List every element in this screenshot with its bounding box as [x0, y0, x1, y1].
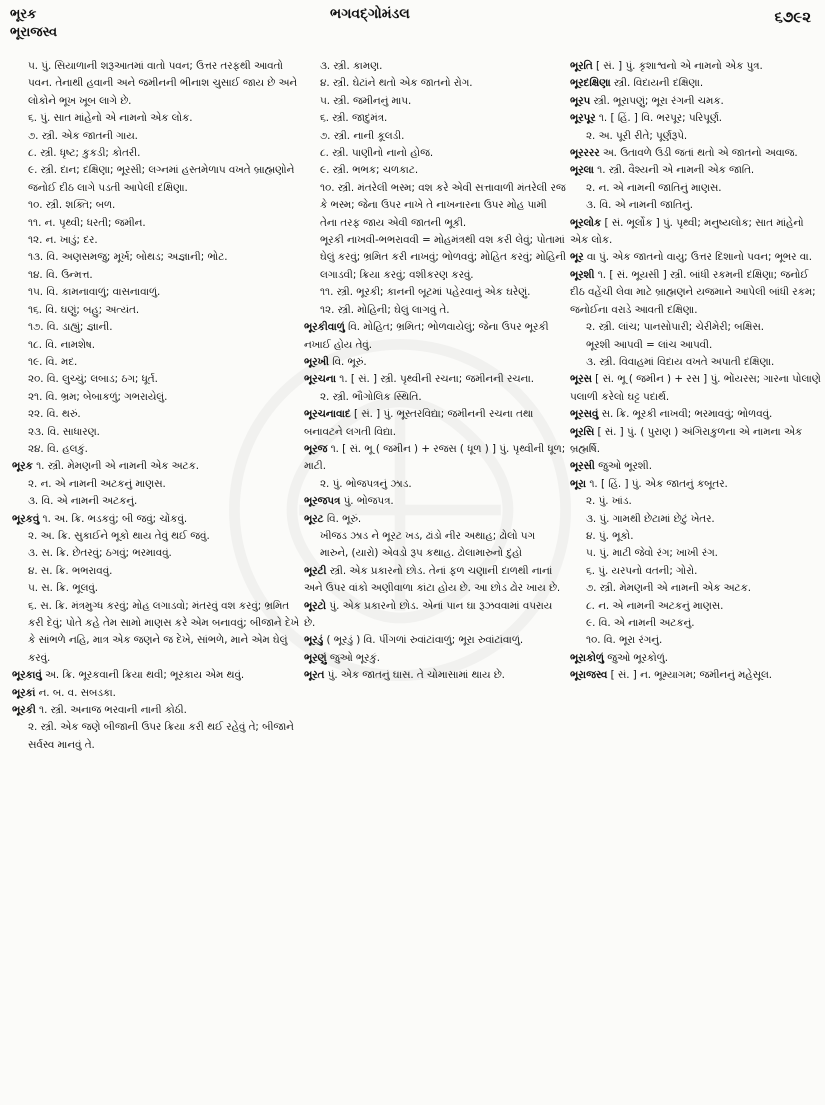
dictionary-sense: ૧૧. ન. પૃથ્વી; ધરતી; જમીન. — [28, 216, 146, 229]
columns-container — [8, 58, 820, 1103]
headword: ભૂરલા — [570, 164, 594, 177]
dictionary-sense: ૧૦. વિ. ભૂરા રંગનું. — [586, 634, 663, 647]
dictionary-sense: ૨. અ. ક્રિ. સુકાઈને ભૂકો થાય તેવું થઈ જવું. — [28, 529, 210, 542]
headword: ભૂરકાવું — [12, 669, 42, 682]
dictionary-sense: ૩. સ્ત્રી. વિવાહમાં વિદાય વખતે અપાતી દક્ષિણા. — [586, 355, 775, 368]
headword: ભૂરસ — [570, 373, 592, 386]
dictionary-headword-entry: ભૂરા ૧. [ હિં. ] પું. એક જાતનું કબૂતર. — [570, 477, 728, 490]
headword: ભૂરકી — [12, 704, 36, 717]
dictionary-sense: ૩. પું. ગામથી છેટામાં છેટું ખેતર. — [586, 512, 715, 525]
dictionary-headword-entry: ભૂર વા પું. એક જાતનો વાયુ; ઉત્તર દિશાનો પવન; ભૂભર વા. — [570, 251, 812, 264]
headword: ભૂરકવું — [12, 512, 40, 525]
dictionary-sense: ૩. વિ. એ નામની અટકનું. — [28, 495, 138, 508]
dictionary-headword-entry: ભૂરસ [ સં. ભૂ ( જમીન ) + રસ ] પું. ભોંયરસ; ગારના પોલાણે પલાળી કરેલો ઘટ્ટ પદાર્થ. — [570, 373, 821, 403]
dictionary-sense: ભૂરશી આપવી = લાંચ આપવી. — [586, 338, 713, 351]
dictionary-sense: ૯. સ્ત્રી. દાન; દક્ષિણા; ભૂરસી; લગ્નમાં હસ્તમેળાપ વખતે બ્રાહ્મણોને જનોઈ દીઠ લાગે પડતી આપેલી દક્ષિણા. — [28, 164, 295, 194]
headword: ભૂરપૂર — [570, 112, 596, 125]
dictionary-headword-entry: ભૂરશી ૧. [ સં. ભૂયસી ] સ્ત્રી. બાંધી રકમની દક્ષિણા; જનોઈ દીઠ વહેંચી લેવા માટે બ્રાહ્મણને યજમાને આપેલી બાંધી રકમ; જનોઈના વરાડે આવતી દક્ષિણા. — [570, 268, 816, 316]
dictionary-headword-entry: ભૂરટ વિ. ભૂરું. — [304, 512, 362, 525]
dictionary-sense: ભૂરકી નાખવી-ભભરાવવી = મોહમંત્રથી વશ કરી લેવું; પોતામાં ઘેલું કરવું; ભ્રમિત કરી નાખવું; ભોળવવું; મોહિત કરવું; મોહિની લગાડવી; ક્રિયા કરવું; વશીકરણ કરવું. — [320, 234, 566, 281]
dictionary-headword-entry: ભૂરચનાવાદ [ સં. ] પું. ભૂસ્તરવિદ્યા; જમીનની રચના તથા બનાવટને લગતી વિદ્યા. — [304, 408, 534, 438]
dictionary-headword-entry: ભૂરકાવું અ. ક્રિ. ભૂરકવાની ક્રિયા થવી; ભૂરકાય એમ થવું. — [12, 669, 245, 682]
headword: ભૂરસી — [570, 460, 595, 473]
dictionary-headword-entry: ભૂરસી જુઓ ભૂરશી. — [570, 460, 652, 473]
dictionary-sense: ૧૬. વિ. ઘણું; બહુ; અત્યંત. — [28, 303, 140, 316]
dictionary-headword-entry: ભૂરકાં ન. બ. વ. સબડકા. — [12, 686, 116, 699]
headword: ભૂરજ — [304, 442, 328, 455]
dictionary-headword-entry: ભૂરાજસ્વ [ સં. ] ન. ભૂમ્યાગમ; જમીનનું મહેસૂલ. — [570, 669, 773, 682]
dictionary-sense: ૮. ન. એ નામની અટકનું માણસ. — [586, 599, 724, 612]
dictionary-sense: ૧૨. ન. ખાડું; દર. — [28, 234, 98, 247]
dictionary-headword-entry: ભૂરસવું સ. ક્રિ. ભૂરકી નાખવી; ભરમાવવું; ભોળવવું. — [570, 408, 773, 421]
headword: ભૂરત — [304, 669, 325, 682]
headword: ભૂરચનાવાદ — [304, 408, 351, 421]
page-number: ૬૭૯૨ — [774, 8, 811, 26]
dictionary-sense: ૬. સ. ક્રિ. મંત્રમુગ્ધ કરવું; મોહ લગાડવો; મંતરવું વશ કરવું; ભ્રમિત કરી દેવું; પોતે કહે તેમ સામો માણસ કરે એમ બનાવવું; બીજાને દેખે કે સાંભળે નહિ, માત્ર એક જણને જ દેખે, સાંભળે, માને એમ ઘેલું કરવું. — [28, 599, 300, 664]
headword: ભૂરતિ — [570, 60, 593, 72]
dictionary-headword-entry: ભૂરક ૧. સ્ત્રી. મેમણની એ નામની એક અટક. — [12, 460, 200, 473]
dictionary-sense: ૯. વિ. એ નામની અટકનું. — [586, 617, 695, 629]
dictionary-sense: ૧૧. સ્ત્રી. ભૂરકી; કાનની બૂટમાં પહેરવાનું એક ઘરેણું. — [320, 286, 531, 299]
headword: ભૂરક — [12, 460, 33, 473]
guide-word-first: ભૂરક — [10, 7, 37, 22]
dictionary-sense: ૨. અ. પૂરી રીતે; પૂર્ણરૂપે. — [586, 129, 688, 142]
dictionary-sense: ૨. પું. ખાંડ. — [586, 495, 632, 508]
dictionary-sense: ૮. સ્ત્રી. પાણીનો નાનો હોજ. — [320, 147, 434, 160]
headword: ભૂરશી — [570, 268, 595, 281]
headword: ભૂરસવું — [570, 408, 599, 421]
dictionary-sense: ૭. સ્ત્રી. નાની કૂલડી. — [320, 129, 405, 142]
book-title: ભગવદ્ગોમંડલ — [330, 6, 410, 22]
dictionary-sense: ૩. વિ. એ નામની જાતિનું. — [586, 199, 694, 212]
dictionary-sense: ૫. પું. માટી જેવો રંગ; ખાખી રંગ. — [586, 547, 718, 560]
dictionary-headword-entry: ભૂરત પું. એક જાતનું ઘાસ. તે ચોમાસામાં થાય છે. — [304, 669, 505, 682]
dictionary-sense: ૨. ન. એ નામની જાતિનું માણસ. — [586, 181, 722, 194]
dictionary-sense: ૨૨. વિ. થરું. — [28, 408, 81, 421]
dictionary-headword-entry: ભૂરકી ૧. સ્ત્રી. અનાજ ભરવાની નાની કોઠી. — [12, 704, 187, 717]
column-3 — [570, 58, 822, 685]
headword: ભૂરાજસ્વ — [570, 669, 608, 682]
dictionary-sense: ૬. પું. સાત માંહેનો એ નામનો એક લોક. — [28, 112, 193, 125]
dictionary-headword-entry: ભૂરલા ૧. સ્ત્રી. વૈશ્યની એ નામની એક જાતિ. — [570, 164, 755, 177]
dictionary-headword-entry: ભૂરકવું ૧. અ. ક્રિ. ભડકવું; બી જવું; ચોંકવું. — [12, 512, 188, 525]
headword: ભૂરકાં — [12, 686, 36, 699]
dictionary-sense: ૫. પું. સિયાળાની શરૂઆતમાં વાતો પવન; ઉત્તર તરફથી આવતો પવન. તેનાથી હવાની અને જમીનની ભીનાશ ચુસાઈ જાય છે અને લોકોને ભૂખ ખૂબ લાગે છે. — [28, 60, 298, 107]
dictionary-headword-entry: ભૂરપૂર ૧. [ હિં. ] વિ. ભરપૂર; પરિપૂર્ણ. — [570, 112, 723, 125]
dictionary-sense: ૪. પું. ભૂકો. — [586, 529, 634, 542]
headword: ભૂરપ — [570, 94, 591, 107]
headword: ભૂરદક્ષિણા — [570, 77, 611, 90]
dictionary-headword-entry: ભૂરણું જુઓ ભૂરકું. — [304, 651, 381, 664]
dictionary-sense: ૧૨. સ્ત્રી. મોહિની; ઘેલું લાગવું તે. — [320, 303, 450, 316]
dictionary-headword-entry: ભૂરરરર અ. ઉતાવળે ઉડી જતાં થતો એ જાતનો અવાજ. — [570, 147, 798, 160]
headword: ભૂરખી — [304, 355, 329, 368]
dictionary-sense: ૭. સ્ત્રી. એક જાતની ગાય. — [28, 129, 138, 142]
dictionary-sense: ૫. સ. ક્રિ. ભૂલવું. — [28, 582, 99, 595]
dictionary-headword-entry: ભૂરખી વિ. ભૂરું. — [304, 355, 367, 368]
dictionary-headword-entry: ભૂરદક્ષિણા સ્ત્રી. વિદાયની દક્ષિણા. — [570, 77, 704, 90]
dictionary-headword-entry: ભૂરડું ( ભૂરડું ) વિ. પીંગળાં રુવાંટાંવાળું; ભૂરા રુવાંટાંવાળું. — [304, 634, 524, 647]
guide-words — [10, 6, 57, 42]
dictionary-sense: ૨. સ્ત્રી. લાંચ; પાનસોપારી; ચેરીમેરી; બક્ષિસ. — [586, 321, 764, 334]
dictionary-sense: ૧૩. વિ. અણસમજુ; મૂર્ખ; બોથડ; અજ્ઞાની; ભોટ. — [28, 251, 228, 264]
dictionary-headword-entry: ભૂરટી સ્ત્રી. એક પ્રકારનો છોડ. તેનાં ફળ ચણાની દાળથી નાનાં અને ઉપર વાંકો અણીવાળા કાંટા હોય છે. આ છોડ ઢોર ખાય છે. — [304, 564, 561, 595]
dictionary-headword-entry: ભૂરપ સ્ત્રી. ભૂરાપણું; ભૂરા રંગની ચમક. — [570, 94, 724, 107]
dictionary-headword-entry: ભૂરજ ૧. [ સં. ભૂ ( જમીન ) + રજસ ( ધૂળ ) ] પું. પૃથ્વીની ધૂળ; માટી. — [304, 442, 566, 473]
dictionary-sense: ખીજડ ઝાડ ને ભૂરટ ખડ, ઢાંડો નીર અથાહ; ઢોલો પગ મારુને, (યારો) એવડો રૂપ કથાહ. ઢોલામારુનો દુહો — [320, 529, 536, 560]
headword: ભૂરલોક — [570, 216, 602, 229]
dictionary-sense: ૪. સ્ત્રી. ઘેટાંને થતો એક જાતનો રોગ. — [320, 77, 473, 90]
dictionary-headword-entry: ભૂરટો પું. એક પ્રકારનો છોડ. એનાં પાન ઘા રૂઝવવામાં વપરાય છે. — [304, 599, 553, 629]
dictionary-headword-entry: ભૂરકીવાળું વિ. મોહિત; ભ્રમિત; ભોળવાયેલું; જેના ઉપર ભૂરકી નખાઈ હોય તેવું. — [304, 321, 549, 351]
dictionary-headword-entry: ભૂરજપત્ર પું. ભોજપત્ર. — [304, 495, 394, 508]
column-2 — [304, 58, 566, 685]
dictionary-sense: ૨૧. વિ. ભ્રમ; બેબાકળું; ગભરાયેલું. — [28, 390, 168, 403]
dictionary-sense: ૩. સ. ક્રિ. છેતરવું; ઠગવું; ભરમાવવું. — [28, 547, 172, 560]
dictionary-sense: ૧૦. સ્ત્રી. મંતરેલી ભસ્મ; વશ કરે એવી સત્તાવાળી મંતરેલી રજ કે ભસ્મ; જેના ઉપર નાખે તે નાખનારના ઉપર મોહ પામી તેના તરફ જાય એવી જાતની ભૂકી. — [320, 181, 566, 229]
dictionary-sense: ૧૭. વિ. ડાહ્યું; જ્ઞાની. — [28, 321, 113, 334]
headword: ભૂરાકોળું — [570, 651, 604, 664]
dictionary-sense: ૨૩. વિ. સાધારણ. — [28, 425, 100, 438]
dictionary-sense: ૮. સ્ત્રી. ધૃષ્ટ; કુકડી; કોતરી. — [28, 147, 141, 160]
dictionary-sense: ૯. સ્ત્રી. ભભક; ચળકાટ. — [320, 164, 419, 177]
dictionary-sense: ૬. પું. યરપનો વતની; ગોરો. — [586, 564, 698, 577]
dictionary-sense: ૭. સ્ત્રી. મેમણની એ નામની એક અટક. — [586, 582, 752, 595]
guide-word-last: ભૂરાજસ્વ — [10, 25, 58, 40]
dictionary-sense: ૧૯. વિ. મદ. — [28, 355, 78, 368]
dictionary-sense: ૪. સ. ક્રિ. ભભરાવવું. — [28, 564, 113, 577]
dictionary-sense: ૨. ન. એ નામની અટકનું માણસ. — [28, 477, 166, 490]
dictionary-sense: ૨૦. વિ. લુચ્ચું; લબાડ; ઠગ; ધૂર્ત. — [28, 373, 158, 386]
dictionary-headword-entry: ભૂરાકોળું જુઓ ભૂરકોળું. — [570, 651, 669, 664]
headword: ભૂરા — [570, 477, 587, 490]
dictionary-sense: ૧૦. સ્ત્રી. શક્તિ; બળ. — [28, 199, 116, 212]
headword: ભૂરચના — [304, 373, 336, 386]
column-1 — [12, 58, 300, 754]
dictionary-sense: ૨૪. વિ. હલકું. — [28, 442, 88, 455]
dictionary-sense: ૬. સ્ત્રી. જાદુમંત્ર. — [320, 112, 388, 125]
dictionary-headword-entry: ભૂરતિ [ સં. ] પું. કૃશાશ્વનો એ નામનો એક પુત્ર. — [570, 60, 763, 72]
headword: ભૂરસિ — [570, 425, 595, 438]
dictionary-sense: ૧૮. વિ. નામશેષ. — [28, 338, 95, 351]
headword: ભૂરજપત્ર — [304, 495, 341, 508]
dictionary-headword-entry: ભૂરસિ [ સં. ] પું. ( પુરાણ ) અંગિરાકુળના એ નામના એક બ્રહ્મર્ષિ. — [570, 425, 803, 455]
dictionary-sense: ૫. સ્ત્રી. જમીનનું માપ. — [320, 94, 412, 107]
headword: ભૂરકીવાળું — [304, 321, 345, 334]
headword: ભૂરટ — [304, 512, 324, 525]
headword: ભૂરરરર — [570, 147, 600, 160]
dictionary-sense: ૨. સ્ત્રી. ભૌગોલિક સ્થિતિ. — [320, 390, 422, 403]
headword: ભૂરટો — [304, 599, 327, 612]
dictionary-sense: ૨. પું. ભોજપત્રનું ઝાડ. — [320, 477, 412, 490]
page-header — [0, 2, 825, 54]
dictionary-headword-entry: ભૂરચના ૧. [ સં. ] સ્ત્રી. પૃથ્વીની રચના; જમીનની રચના. — [304, 373, 535, 386]
dictionary-sense: ૧૫. વિ. કામનાવાળું; વાસનાવાળું. — [28, 286, 161, 299]
dictionary-headword-entry: ભૂરલોક [ સં. ભૂર્લોક ] પું. પૃથ્વી; મનુષ્યલોક; સાત માંહેનો એક લોક. — [570, 216, 804, 247]
headword: ભૂરણું — [304, 651, 327, 664]
dictionary-sense: ૨. સ્ત્રી. એક જણે બીજાની ઉપર ક્રિયા કરી થઈ રહેવું તે; બીજાને સર્વસ્વ માનવું તે. — [28, 721, 294, 751]
dictionary-sense: ૩. સ્ત્રી. કામણ. — [320, 60, 383, 72]
headword: ભૂરડું — [304, 634, 324, 647]
dictionary-sense: ૧૪. વિ. ઉન્મત્ત. — [28, 268, 93, 281]
headword: ભૂર — [570, 251, 584, 264]
headword: ભૂરટી — [304, 564, 327, 577]
